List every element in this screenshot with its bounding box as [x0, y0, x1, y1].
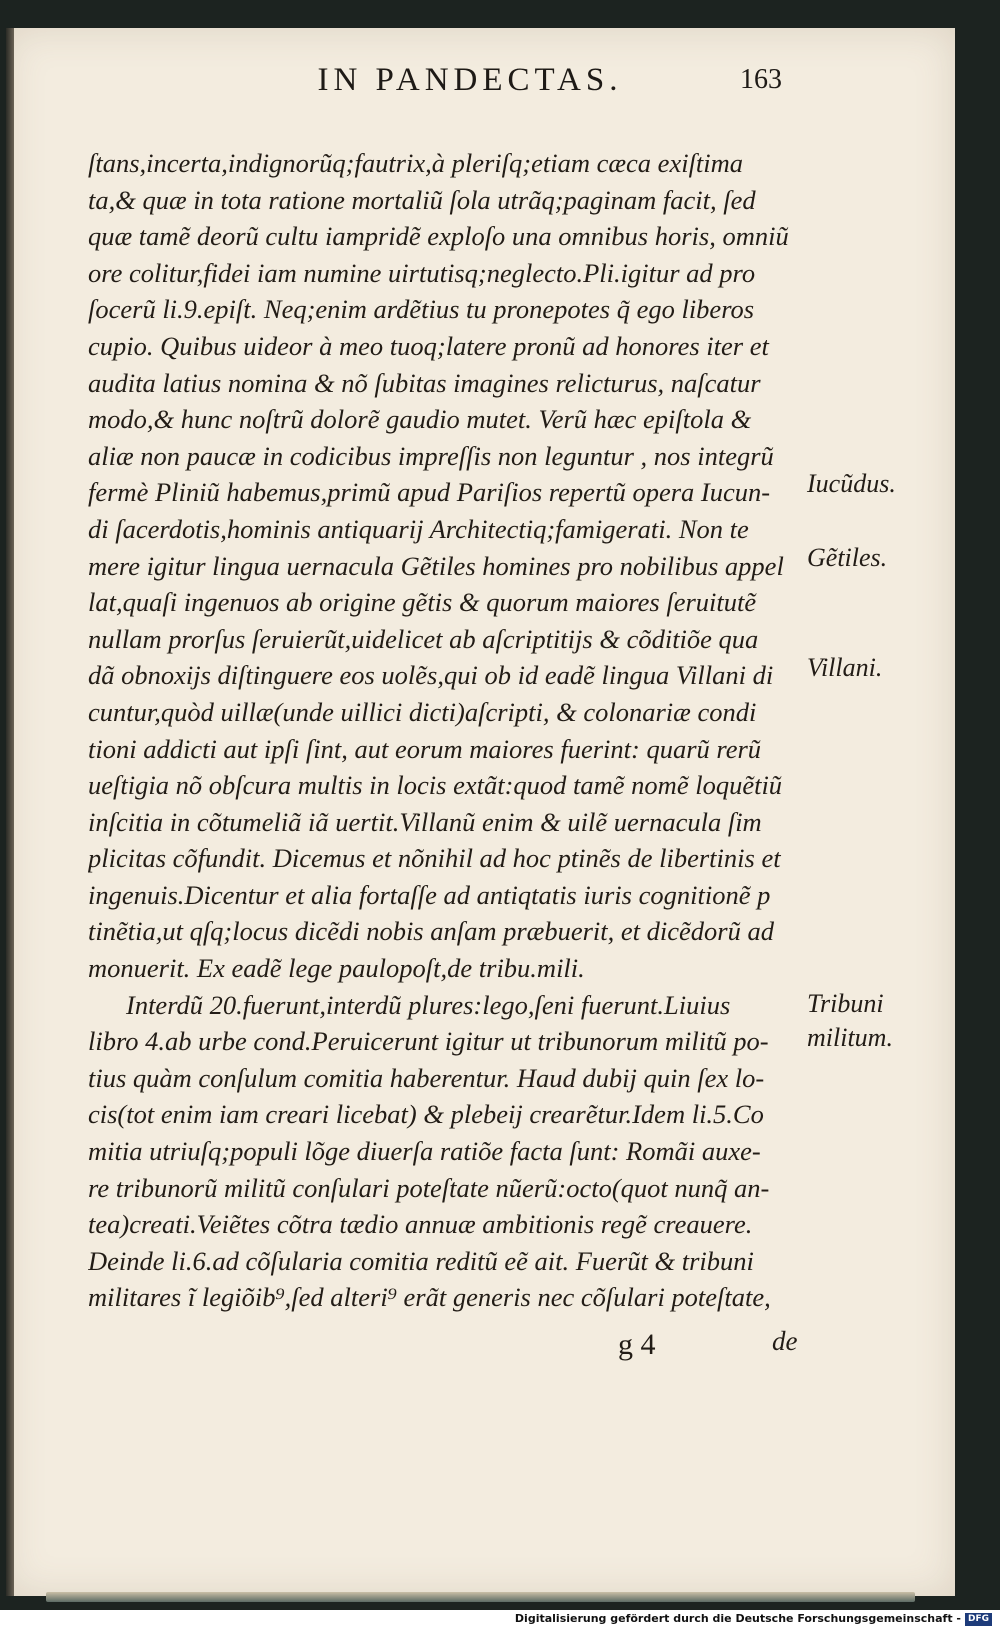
text-line: tinẽtia,ut qſq;locus dicẽdi nobis anſam præbuerit, et dicẽdorũ ad [88, 916, 774, 947]
footer-credit-text: Digitalisierung gefördert durch die Deutsche Forschungsgemeinschaft - [514, 1612, 961, 1625]
text-line: ta,& quæ in tota ratione mortaliũ ſola utrãq;paginam facit, ſed [88, 184, 756, 215]
text-line: di ſacerdotis,hominis antiquarij Architectiq;famigerati. Non te [88, 513, 749, 544]
text-line: ueſtigia nõ obſcura multis in locis extãt:quod tamẽ nomẽ loquẽtiũ [88, 770, 783, 801]
signature-mark: g 4 [618, 1328, 656, 1361]
page-gutter [6, 28, 14, 1596]
marginal-note: Villani. [807, 653, 883, 682]
text-line: inſcitia in cõtumeliã iã uertit.Villanũ enim & uilẽ uernacula ſim [88, 806, 762, 837]
catchword: de [772, 1326, 798, 1356]
text-line: ingenuis.Dicentur et alia fortaſſe ad antiqtatis iuris cognitionẽ p [88, 879, 771, 910]
page-number: 163 [740, 64, 782, 95]
marginal-note: Tribuni [807, 989, 884, 1018]
text-line: tius quàm conſulum comitia haberentur. Haud dubij quin ſex lo- [88, 1062, 765, 1093]
marginal-note: Iucũdus. [807, 469, 896, 498]
text-line: Deinde li.6.ad cõſularia comitia reditũ eẽ ait. Fuerũt & tribuni [88, 1245, 754, 1276]
text-line: libro 4.ab urbe cond.Peruicerunt igitur ut tribunorum militũ po- [88, 1026, 769, 1057]
text-line: militares ĩ legiõib⁹,ſed alteri⁹ erãt generis nec cõſulari poteſtate, [88, 1282, 771, 1313]
text-line: ſocerũ li.9.epiſt. Neq;enim ardẽtius tu pronepotes q̃ ego liberos [88, 294, 755, 325]
text-line: tea)creati.Veiẽtes cõtra tædio annuæ ambitionis regẽ creauere. [88, 1209, 753, 1240]
text-line: fermè Pliniũ habemus,primũ apud Pariſios repertũ opera Iucun- [88, 477, 771, 508]
text-line: re tribunorũ militũ conſulari poteſtate nũerũ:octo(quot nunq̃ an- [88, 1172, 770, 1203]
text-line: cuntur,quòd uillæ(unde uillici dicti)aſcripti, & colonariæ condi [88, 696, 757, 727]
text-line: ore colitur,fidei iam numine uirtutisq;neglecto.Pli.igitur ad pro [88, 257, 756, 288]
dfg-logo-icon: DFG [965, 1613, 992, 1626]
text-line: nullam prorſus ſeruierũt,uidelicet ab aſcriptitijs & cõditiõe qua [88, 623, 759, 654]
running-head: IN PANDECTAS. [317, 62, 623, 98]
text-line: plicitas cõfundit. Dicemus et nõnihil ad hoc ptinẽs de libertinis et [88, 843, 781, 874]
text-line: dã obnoxijs diſtinguere eos uolẽs,qui ob id eadẽ lingua Villani di [88, 660, 774, 691]
text-line: aliæ non paucæ in codicibus impreſſis non leguntur , nos integrũ [88, 440, 774, 471]
text-line: audita latius nomina & nõ ſubitas imagines relicturus, naſcatur [88, 367, 761, 398]
text-line: quæ tamẽ deorũ cultu iampridẽ exploſo una omnibus horis, omniũ [88, 221, 789, 252]
main-text-block [88, 145, 802, 1316]
text-line: mitia utriuſq;populi lõge diuerſa ratiõe facta ſunt: Romãi auxe- [88, 1136, 761, 1167]
marginal-note: militum. [807, 1023, 893, 1052]
text-line: tioni addicti aut ipſi ſint, aut eorum maiores fuerint: quarũ rerũ [88, 733, 762, 764]
text-line: Interdũ 20.fuerunt,interdũ plures:lego,ſeni fuerunt.Liuius [126, 989, 731, 1020]
text-line: lat,quaſi ingenuos ab origine gẽtis & quorum maiores ſeruitutẽ [88, 587, 757, 618]
text-line: modo,& hunc noſtrũ dolorẽ gaudio mutet. Verũ hæc epiſtola & [88, 404, 752, 435]
text-line: cis(tot enim iam creari licebat) & plebeij crearẽtur.Idem li.5.Co [88, 1099, 764, 1130]
footer-credit [515, 1610, 992, 1627]
page-edge [46, 1592, 915, 1602]
text-line: cupio. Quibus uideor à meo tuoq;latere pronũ ad honores iter et [88, 330, 769, 361]
text-line: mere igitur lingua uernacula Gẽtiles homines pro nobilibus appel [88, 550, 784, 581]
lemma-line: monuerit. Ex eadẽ lege paulopoſt,de tribu.mili. [88, 953, 585, 984]
text-line: ſtans,incerta,indignorũq;fautrix,à pleriſq;etiam cæca exiſtima [88, 148, 744, 178]
marginal-note: Gẽtiles. [807, 543, 888, 572]
